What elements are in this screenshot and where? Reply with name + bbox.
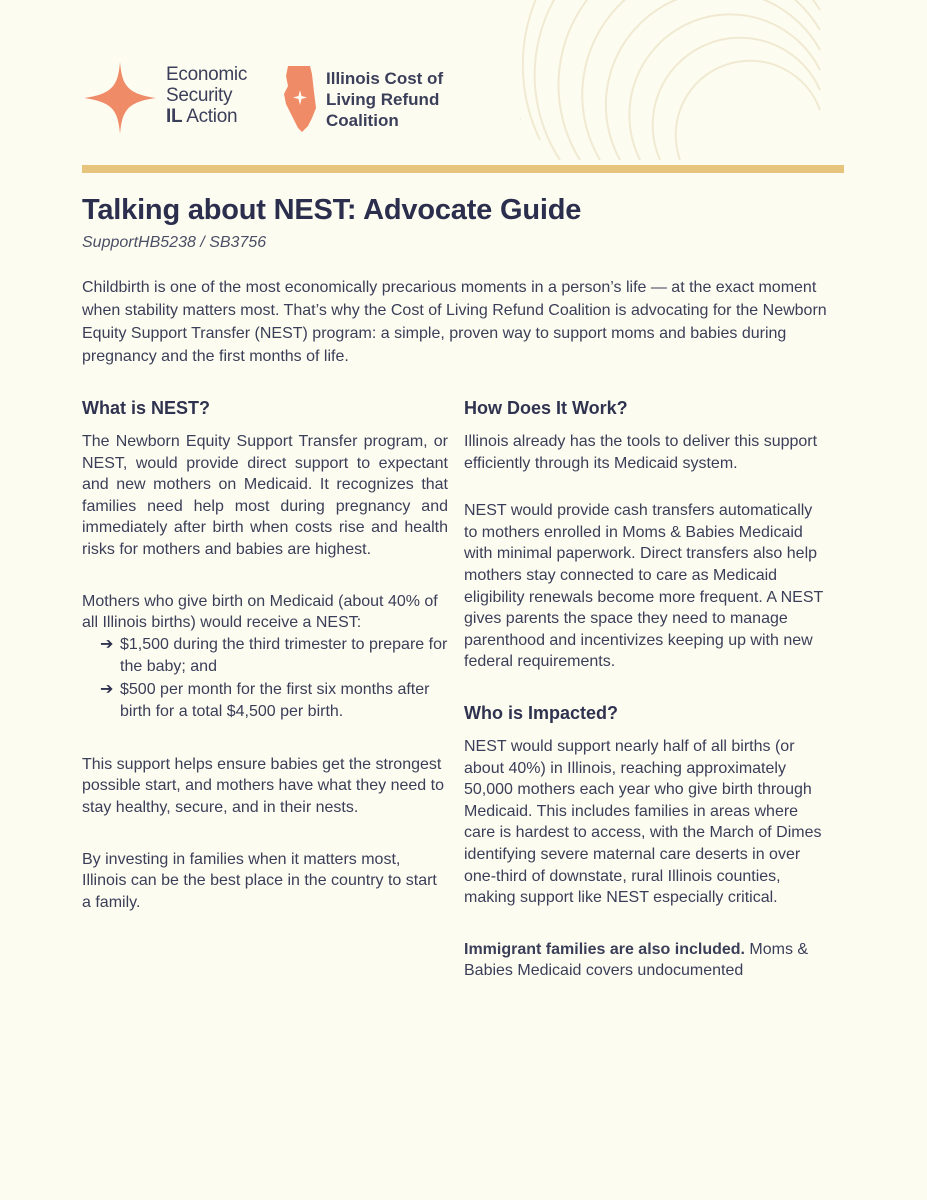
- coalition-logo-text: [326, 68, 443, 131]
- page-subtitle: SupportHB5238 / SB3756: [82, 234, 267, 251]
- intro-paragraph: Childbirth is one of the most economically precarious moments in a person’s life — at the exact moment when stability matters most. That’s why the Cost of Living Refund Coalition is advocating for the Newborn Equity Support Transfer (NEST) program: a simple, proven way to support moms and babies during pregnancy and the first months of life.: [82, 279, 827, 365]
- economic-security-il-action-logo: [82, 58, 282, 138]
- what-is-nest-heading: What is NEST?: [82, 398, 211, 418]
- list-item: [94, 679, 448, 724]
- who-is-impacted-heading: Who is Impacted?: [464, 702, 619, 723]
- decorative-arcs: [520, 0, 860, 160]
- list-item-text: $500 per month for the first six months after birth for a total $4,500 per birth.: [120, 680, 430, 721]
- page-title: Talking about NEST: Advocate Guide: [82, 194, 582, 226]
- coalition-line-1: Illinois Cost of: [326, 69, 444, 88]
- investing-paragraph: By investing in families when it matters most, Illinois can be the best place in the country to start a family.: [82, 850, 437, 911]
- how-does-it-work-paragraph: Illinois already has the tools to deliver this support efficiently through its Medicaid system.: [464, 433, 818, 472]
- logo-area: [82, 58, 502, 148]
- coalition-line-3: Coalition: [326, 111, 399, 130]
- coalition-line-2: Living Refund: [326, 90, 440, 109]
- what-is-nest-paragraph: The Newborn Equity Support Transfer program, or NEST, would provide direct support to expectant and new mothers on Medicaid. It recognizes that families need help most during pregnancy and immediately after birth when costs rise and health risks for mothers and babies are highest.: [82, 433, 448, 558]
- list-item: [94, 634, 448, 679]
- payment-list: [82, 634, 448, 724]
- logo-line-3-rest: Action: [182, 106, 238, 127]
- illinois-cost-of-living-refund-coalition-logo: [282, 64, 482, 140]
- who-is-impacted-paragraph: NEST would support nearly half of all births (or about 40%) in Illinois, reaching approximately 50,000 mothers each year who give birth through Medicaid. This includes families in areas where care is hardest to access, with the March of Dimes identifying severe maternal care deserts in over one-third of downstate, rural Illinois counties, making support like NEST especially critical.: [464, 737, 822, 907]
- how-does-it-work-heading: How Does It Work?: [464, 398, 628, 418]
- accent-divider: [82, 165, 844, 173]
- star-icon: [82, 60, 158, 136]
- logo-line-3: [166, 106, 247, 127]
- immigrant-families-rest: Moms & Babies Medicaid covers undocumented: [464, 940, 809, 980]
- arrow-right-icon: ➔: [100, 635, 114, 653]
- immigrant-families-paragraph: [464, 939, 829, 982]
- illinois-map-icon: [282, 64, 318, 134]
- medicaid-mothers-paragraph: Mothers who give birth on Medicaid (about 40% of all Illinois births) would receive a NEST:: [82, 592, 438, 632]
- economic-security-logo-text: [166, 64, 247, 127]
- list-item-text: $1,500 during the third trimester to prepare for the baby; and: [120, 635, 448, 676]
- immigrant-families-bold: Immigrant families are also included.: [464, 940, 745, 958]
- support-paragraph: This support helps ensure babies get the strongest possible start, and mothers have what they need to stay healthy, secure, and in their nests.: [82, 755, 444, 816]
- left-column: [82, 398, 448, 913]
- arrow-right-icon: ➔: [100, 680, 114, 698]
- right-column: [464, 398, 829, 982]
- logo-line-1: Economic: [166, 64, 248, 85]
- logo-line-3-bold: IL: [166, 106, 183, 127]
- logo-line-2: Security: [166, 85, 233, 106]
- cash-transfers-paragraph: NEST would provide cash transfers automatically to mothers enrolled in Moms & Babies Medicaid with minimal paperwork. Direct transfers also help mothers stay connected to care as Medicaid eligibility renewals become more frequent. A NEST gives parents the space they need to manage parenthood and incentivizes keeping up with new federal requirements.: [464, 502, 823, 671]
